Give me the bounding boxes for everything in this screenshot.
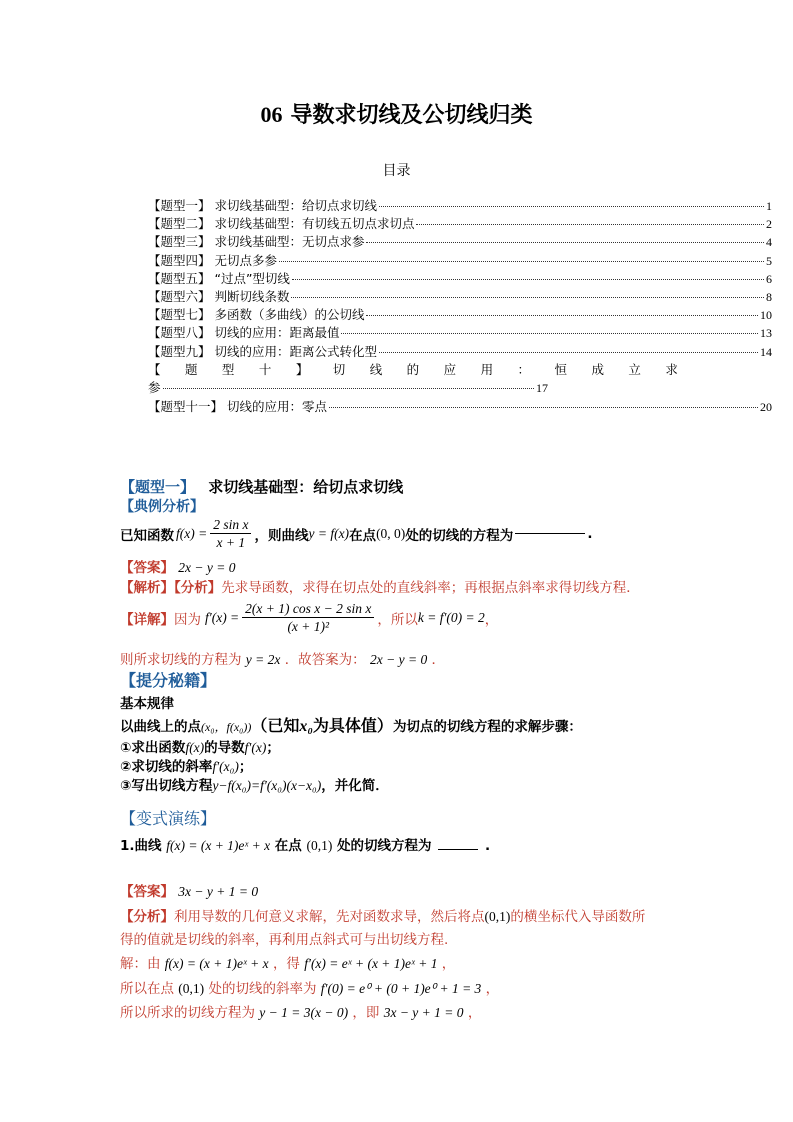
toc-leader-dots: [291, 297, 764, 298]
toc-leader-dots: [279, 261, 764, 262]
conclusion-text: ．故答案为：: [284, 652, 366, 668]
math-expr: f(x) = (x + 1)eˣ + x: [164, 956, 269, 971]
conclusion-text: ．: [431, 652, 445, 668]
section-tag: 【题型一】: [120, 478, 196, 496]
practice-solution-1: [120, 952, 455, 972]
toc-leader-dots: [329, 407, 758, 408]
fraction-numerator: 2(x + 1) cos x − 2 sin x: [242, 600, 374, 618]
toc-page-number: 20: [760, 400, 772, 414]
toc-leader-dots: [416, 224, 764, 225]
solution-text: ，: [485, 981, 500, 997]
fraction-denominator: x + 1: [216, 535, 246, 550]
math-expr: f′(x): [244, 740, 267, 755]
rule-text: （已知: [251, 716, 300, 735]
solution-text: 解：由: [120, 956, 161, 972]
fraction-denominator: (x + 1)²: [287, 619, 330, 634]
toc-entry-10-char: 用: [480, 362, 494, 377]
rule-step-3: [120, 774, 389, 794]
analysis-line: [120, 576, 640, 596]
math-expr: f′(0) = e⁰ + (0 + 1)e⁰ + 1 = 3: [320, 981, 482, 996]
toc-page-number: 4: [766, 235, 772, 250]
toc-heading: 目录: [382, 163, 411, 179]
toc-entry-10-char: 成: [591, 362, 604, 377]
title-text: 导数求切线及公切线归类: [290, 103, 533, 128]
practice-question-1: [120, 834, 490, 854]
rule-intro: [120, 713, 582, 736]
toc-entry-label: 【题型九】 切线的应用：距离公式转化型: [148, 343, 377, 359]
toc-leader-dots: [379, 206, 764, 207]
toc-page-number: 14: [760, 344, 772, 359]
toc-entry-10-char: 的: [406, 362, 420, 377]
typical-analysis-label: 【典例分析】: [120, 499, 204, 515]
toc-leader-dots: [163, 388, 534, 389]
detail-tag: 【详解】: [120, 611, 174, 628]
math-expr: f′(x) = eˣ + (x + 1)eˣ + 1: [304, 956, 438, 971]
toc-entry-label: 【题型四】 无切点多参: [148, 252, 277, 268]
answer-value: 3x − y + 1 = 0: [178, 884, 259, 899]
rule-text: ；: [238, 759, 253, 775]
toc-entry-10-line1[interactable]: [148, 360, 678, 378]
toc-entry[interactable]: [148, 269, 772, 286]
toc-entry-10-cont: 参: [148, 380, 161, 395]
toc-entry-label: 【题型八】 切线的应用：距离最值: [148, 325, 340, 341]
answer-blank[interactable]: [515, 533, 585, 534]
math-expr: x₀: [299, 718, 313, 735]
toc-page-number: 2: [766, 217, 772, 232]
toc-entry-11[interactable]: [148, 397, 772, 414]
conclusion-line: [120, 648, 445, 668]
answer-tag: 【答案】: [120, 560, 174, 576]
toc-page-number: 5: [766, 253, 772, 268]
solution-text: ，: [467, 1005, 482, 1021]
math-expr: (x₀，f(x₀)): [201, 720, 252, 734]
toc-entry[interactable]: [148, 251, 772, 268]
toc-entry-10-char: 立: [628, 362, 641, 377]
toc-entry-10-char: 应: [443, 362, 457, 377]
question-text: ，则曲线: [254, 527, 309, 544]
detail-text: ，所以: [377, 611, 418, 628]
rule-text: ③写出切线方程: [120, 778, 213, 794]
analysis-text: 的横坐标代入导函数所: [510, 909, 646, 925]
toc-page-number: 8: [766, 290, 772, 304]
math-expr: (0,1): [484, 909, 511, 924]
toc-entry-10-char: 】: [295, 362, 309, 377]
math-expr: (0,1): [178, 981, 205, 996]
toc-entry-10-char: 线: [369, 362, 383, 377]
question-text: 处的切线的方程为: [405, 527, 514, 544]
rule-step-1: [120, 736, 280, 756]
rule-step-2: [120, 755, 252, 775]
section-title: 求切线基础型：给切点求切线: [208, 478, 404, 496]
question-text: .: [484, 838, 491, 854]
detail-line: [120, 600, 498, 635]
toc-entry[interactable]: [148, 305, 772, 322]
math-expr: f(x) =: [176, 525, 208, 541]
rule-text: ②求切线的斜率: [120, 759, 213, 775]
rule-text: 为具体值）: [312, 716, 393, 735]
answer-value: 2x − y = 0: [178, 560, 236, 575]
rule-text: 为切点的切线方程的求解步骤：: [392, 719, 582, 735]
toc-entry-label: 【题型三】 求切线基础型：无切点求参: [148, 234, 365, 250]
toc-entry[interactable]: [148, 196, 772, 213]
math-expr: (0, 0): [376, 525, 406, 541]
math-expr: y = 2x: [245, 652, 281, 667]
math-expr: 2x − y = 0: [369, 652, 428, 667]
tips-heading: 【提分秘籍】: [120, 671, 217, 690]
page-title: [0, 98, 793, 129]
toc-entry-10-char: 型: [221, 362, 235, 377]
toc-entry-10-char: 【: [148, 362, 161, 377]
toc-entry-label: 【题型一】 求切线基础型：给切点求切线: [148, 198, 377, 213]
toc-entry-10-char: 切: [332, 362, 346, 377]
analysis-tag: 【解析】【分析】: [120, 580, 222, 596]
detail-text: 因为: [174, 611, 201, 628]
question-text: 在点: [349, 527, 377, 544]
practice-heading: 【变式演练】: [120, 809, 217, 828]
answer-tag: 【答案】: [120, 884, 174, 900]
toc-entry[interactable]: [148, 323, 772, 340]
toc-leader-dots: [366, 242, 764, 243]
answer-blank[interactable]: [438, 849, 478, 850]
practice-solution-3: [120, 1001, 481, 1021]
math-expr: 3x − y + 1 = 0: [383, 1005, 464, 1020]
toc-page-number: 13: [760, 326, 772, 341]
math-expr: f(x): [185, 740, 205, 755]
answer-line: [120, 556, 236, 576]
rule-title: 基本规律: [120, 696, 174, 712]
rule-text: 的导数: [204, 740, 245, 756]
rule-text: ①求出函数: [120, 740, 186, 756]
fraction-numerator: 2 sin x: [210, 516, 251, 534]
toc-entry-label: 【题型二】 求切线基础型：有切线五切点求切点: [148, 216, 415, 232]
question-text: .: [587, 525, 593, 542]
toc-page-number: 1: [766, 199, 772, 213]
toc-leader-dots: [292, 279, 764, 280]
math-expr: (0,1): [306, 838, 333, 853]
analysis-text: 利用导数的几何意义求解，先对函数求导，然后将点: [174, 909, 485, 925]
toc-entry-label: 【题型七】 多函数（多曲线）的公切线: [148, 307, 365, 323]
rule-text: ，并化简．: [321, 778, 389, 794]
rule-text: ；: [266, 740, 280, 756]
analysis-tag: 【分析】: [120, 909, 174, 925]
toc-entry-10-char: ：: [517, 362, 531, 377]
question-1: [120, 516, 592, 551]
solution-text: ，: [441, 956, 456, 972]
toc-entry[interactable]: [148, 287, 772, 304]
toc-entry[interactable]: [148, 232, 772, 249]
practice-analysis-2: 得的值就是切线的斜率，再利用点斜式可与出切线方程.: [120, 932, 449, 948]
question-text: 在点: [274, 838, 302, 854]
analysis-text: 先求导函数，求得在切点处的直线斜率；再根据点斜率求得切线方程．: [221, 580, 640, 596]
section-heading: [120, 476, 403, 497]
toc-leader-dots: [366, 315, 758, 316]
toc-entry-10-char: 求: [665, 362, 678, 377]
toc-entry-label: 【题型十一】 切线的应用：零点: [148, 399, 327, 414]
solution-text: 所以所求的切线方程为: [120, 1005, 255, 1021]
math-expr: y−f(x₀)=f′(x₀)(x−x₀): [212, 778, 322, 793]
rule-text: 以曲线上的点: [120, 719, 201, 735]
toc-entry-10-line2[interactable]: [148, 378, 548, 396]
practice-answer-line: [120, 880, 258, 900]
toc-leader-dots: [379, 352, 758, 353]
title-number: 06: [260, 102, 283, 127]
math-expr: y = f(x): [308, 525, 350, 541]
toc-entry-label: 【题型六】 判断切线条数: [148, 289, 290, 304]
solution-text: 所以在点: [120, 981, 174, 997]
toc-page-number: 10: [760, 308, 772, 323]
question-text: 1.曲线: [120, 838, 162, 854]
detail-text: ，: [484, 611, 499, 628]
math-expr: f′(x) =: [205, 609, 240, 625]
toc-entry[interactable]: [148, 214, 772, 231]
solution-text: ，即: [352, 1005, 380, 1021]
toc-page-number: 17: [536, 381, 548, 395]
fraction: [210, 516, 251, 551]
question-text: 处的切线方程为: [337, 838, 432, 854]
toc-entry-10-char: 题: [184, 362, 198, 377]
practice-analysis-1: [120, 905, 645, 925]
math-expr: y − 1 = 3(x − 0): [259, 1005, 349, 1020]
toc-entry-label: 【题型五】 “过点”型切线: [148, 270, 290, 286]
practice-solution-2: [120, 977, 499, 997]
math-expr: f′(x₀): [212, 759, 239, 774]
question-text: 已知函数: [120, 527, 174, 544]
toc-entry-10-char: 恒: [554, 362, 567, 377]
math-expr: f(x) = (x + 1)eˣ + x: [166, 838, 271, 853]
toc-page-number: 6: [766, 271, 772, 286]
math-expr: k = f′(0) = 2: [417, 609, 485, 625]
solution-text: 处的切线的斜率为: [208, 981, 317, 997]
fraction: [242, 600, 374, 635]
solution-text: ，得: [272, 956, 300, 972]
toc-entry-10-char: 十: [258, 362, 272, 377]
toc-entry[interactable]: [148, 342, 772, 359]
toc-leader-dots: [341, 333, 758, 334]
conclusion-text: 则所求切线的方程为: [120, 652, 242, 668]
table-of-contents: [148, 196, 772, 359]
